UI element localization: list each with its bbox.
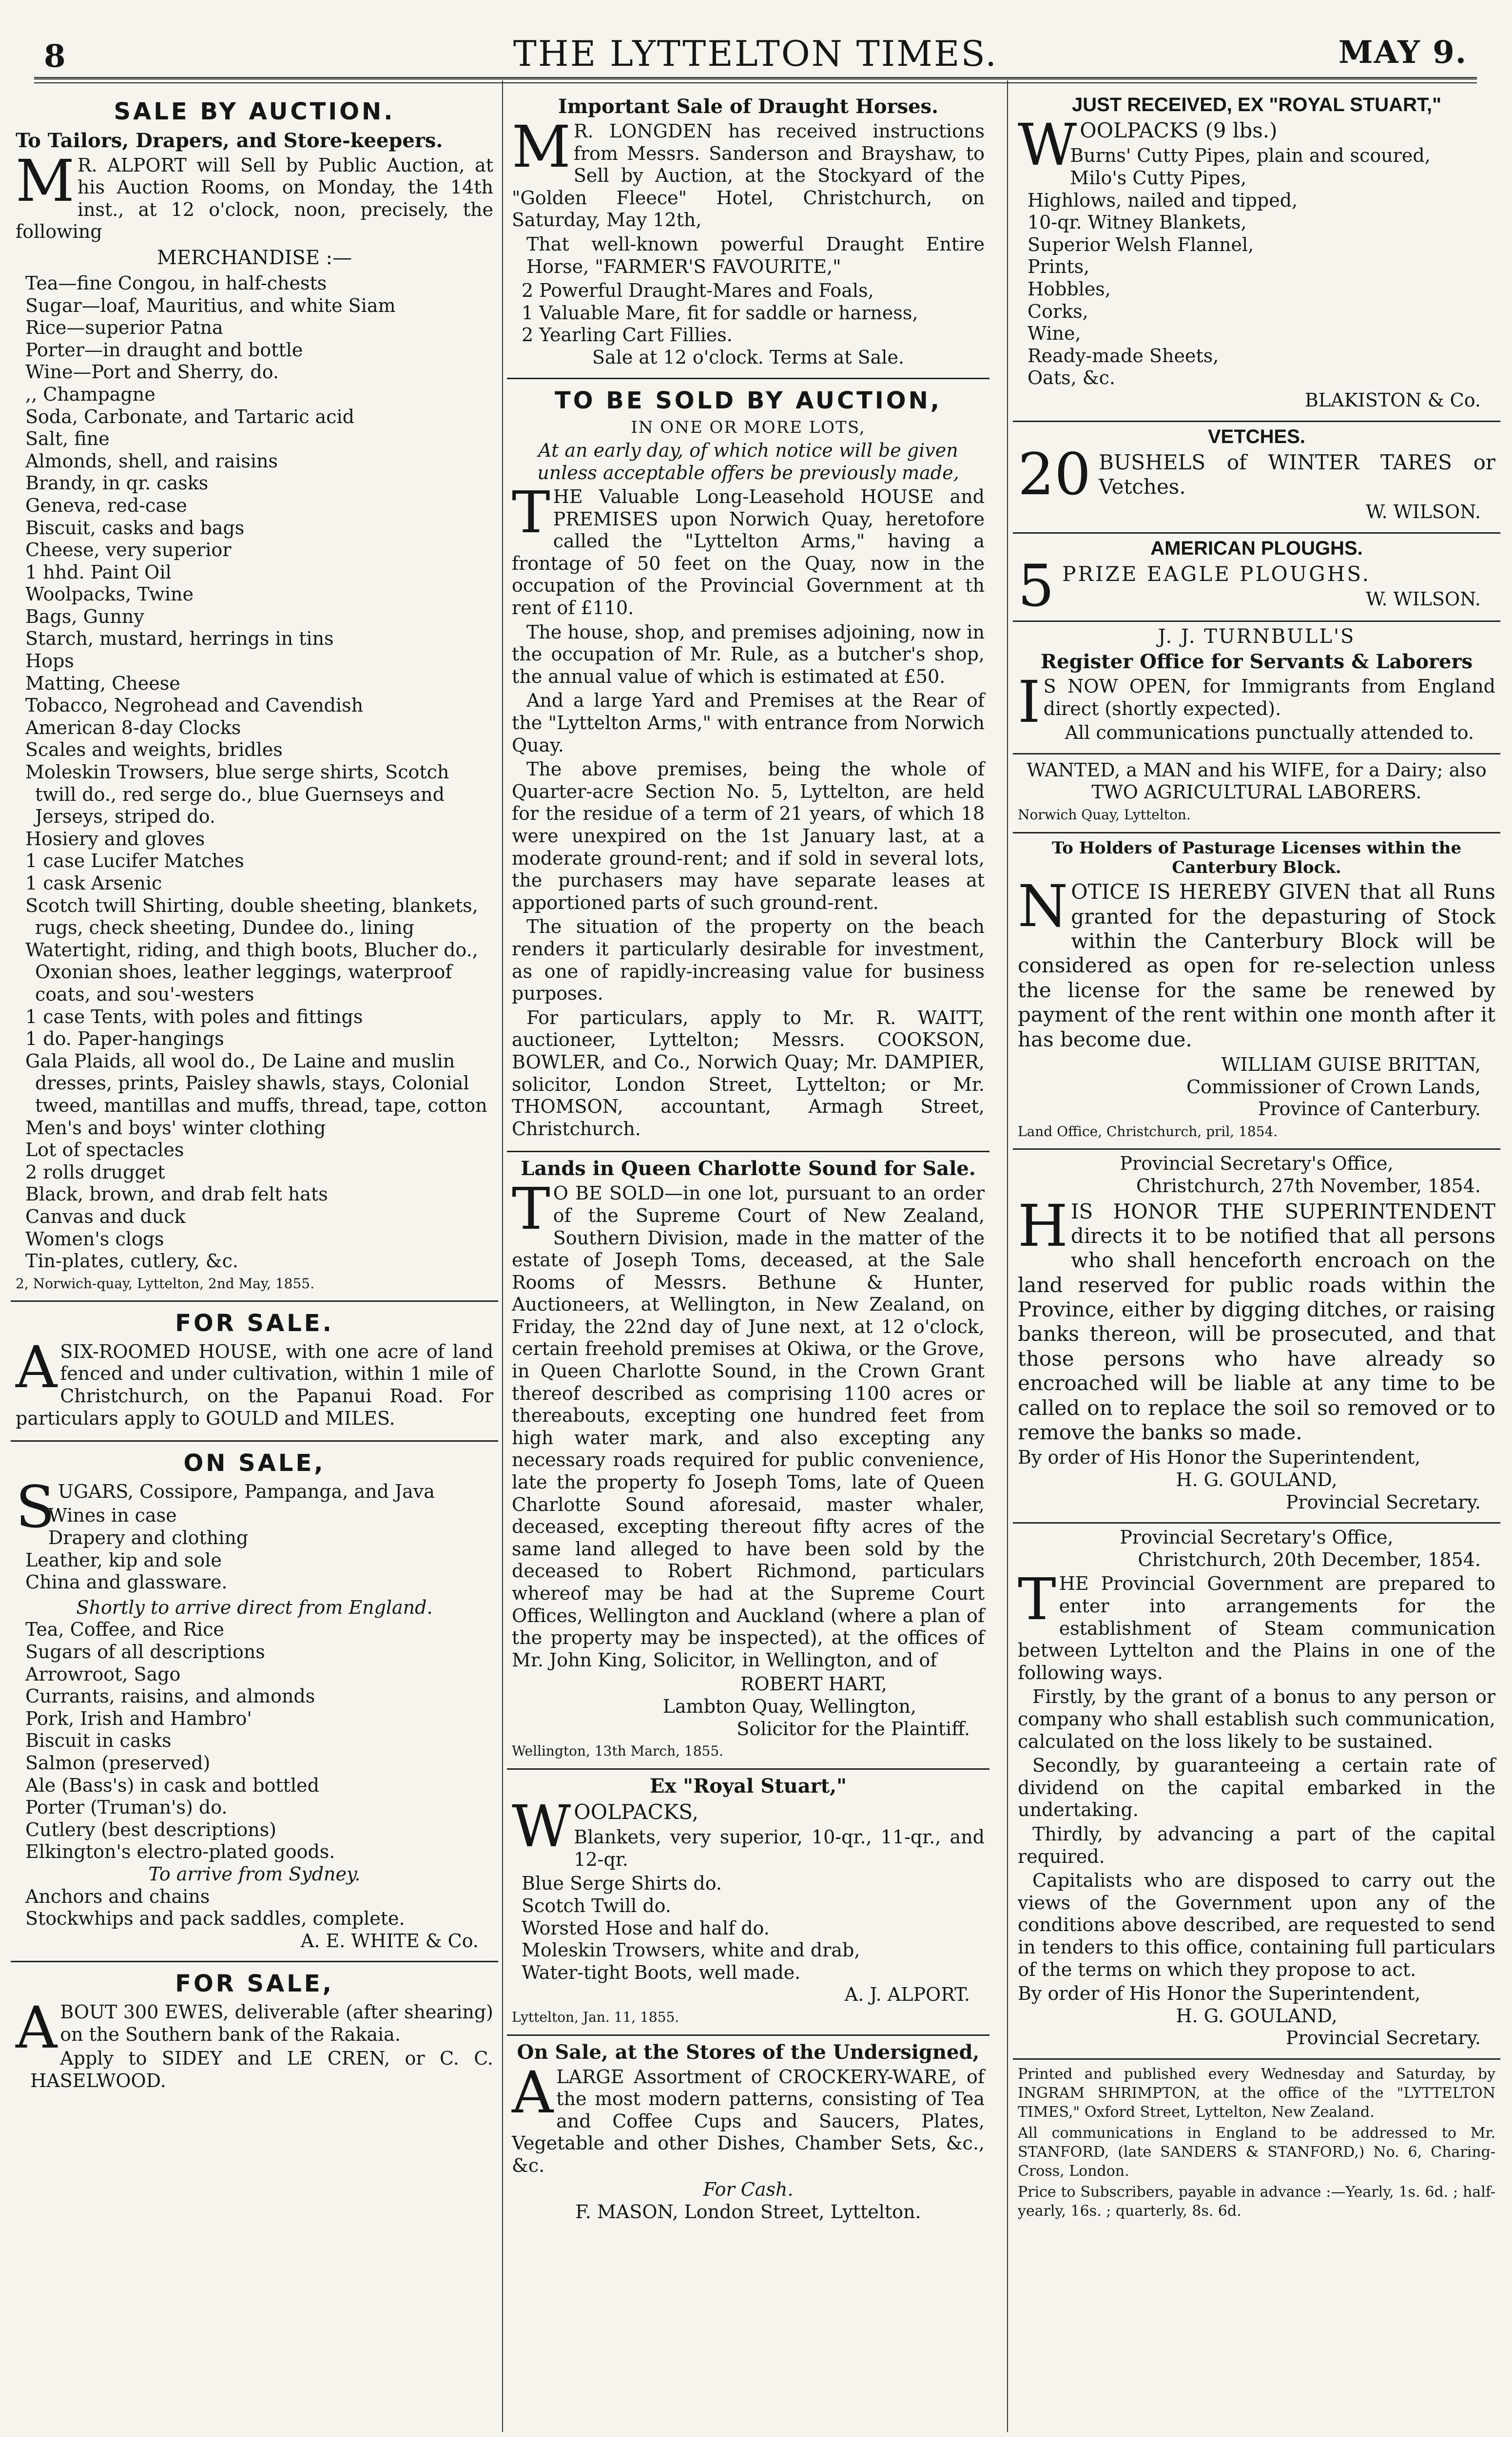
list-item: Porter—in draught and bottle (25, 339, 303, 361)
list-item: Oats, &c. (1027, 367, 1115, 389)
list-item: Water-tight Boots, well made. (522, 1961, 801, 1983)
list-item: Tobacco, Negrohead and Cavendish (25, 695, 364, 716)
ad-signature: A. J. ALPORT. (844, 1984, 970, 2006)
ad-lyttelton-arms (507, 378, 989, 1151)
list-item: Geneva, red-case (25, 494, 187, 516)
ad-order: By order of His Honor the Superintendent, (1018, 1447, 1421, 1469)
ad-signature: W. WILSON. (1366, 588, 1481, 610)
subheading-england: Shortly to arrive direct from England. (76, 1596, 433, 1618)
ad-draught-horses (507, 90, 989, 378)
list-item: 1 case Lucifer Matches (25, 850, 244, 872)
ad-body: PRIZE EAGLE PLOUGHS. (1062, 561, 1371, 586)
list-item: Blue Serge Shirts do. (522, 1873, 722, 1895)
list-item: Porter (Truman's) do. (25, 1797, 228, 1818)
imprint (1013, 2058, 1500, 2231)
ad-paragraph: Thirdly, by advancing a part of the capital required. (1018, 1823, 1495, 1867)
column-middle (507, 90, 989, 2232)
royal-stuart-list (512, 1873, 985, 1984)
list-item: Salmon (preserved) (25, 1752, 211, 1774)
ad-paragraph: Firstly, by the grant of a bonus to any person or company who shall establish such communication, calculated on the loss likely to be sustained. (1018, 1686, 1495, 1752)
list-item: Hops (25, 650, 74, 672)
list-item: Biscuit in casks (25, 1730, 172, 1752)
ad-for-sale-ewes (11, 1961, 498, 2103)
ad-signature: Provincial Secretary. (1285, 2027, 1481, 2049)
ad-lead: That well-known powerful Draught Entire Horse, "FARMER'S FAVOURITE," (526, 233, 985, 277)
ad-paragraph: THE Provincial Government are prepared to enter into arrangements for the establishment of Steam communication between Lyttelton and the Plains in one of the following ways. (1018, 1566, 1495, 1683)
ad-terms: For Cash. (703, 2179, 794, 2201)
list-item: China and glassware. (25, 1571, 228, 1593)
ad-for-sale-house (11, 1300, 498, 1440)
ad-paragraph: The above premises, being the whole of Quarter-acre Section No. 5, Lyttelton, are held for the residue of a term of 21 years, of which 18 were unexpired on the 1st January last, at a moderate ground-rent; and if sold in several lots, the purchasers may have separate leases at apportioned parts of such ground-rent. (512, 758, 985, 913)
list-item: Starch, mustard, herrings in tins (25, 628, 334, 650)
ad-signature: F. MASON, London Street, Lyttelton. (575, 2201, 921, 2223)
ad-body: ALARGE Assortment of CROCKERY-WARE, of the most modern patterns, consisting of Tea and Coffee Cups and Saucers, Plates, Vegetable and other Dishes, Chamber Sets, &c., &c. (512, 2058, 985, 2176)
list-item: Ready-made Sheets, (1027, 345, 1219, 367)
list-item: Leather, kip and sole (25, 1549, 222, 1571)
list-item: Worsted Hose and half do. (522, 1917, 770, 1939)
ad-quantity: 20 (1018, 448, 1091, 508)
ad-heading: Important Sale of Draught Horses. (558, 95, 938, 118)
list-item: Prints, (1027, 256, 1090, 278)
ad-auction-tailors (11, 90, 498, 1300)
ad-office: Provincial Secretary's Office, (1120, 1527, 1394, 1548)
list-item: Rice—superior Patna (25, 317, 223, 339)
ad-date: Christchurch, 20th December, 1854. (1138, 1548, 1481, 1570)
ad-heading: FOR SALE. (175, 1310, 334, 1337)
list-item: Scotch Twill do. (522, 1895, 671, 1916)
ad-on-sale (11, 1440, 498, 1961)
ad-signature: W. WILSON. (1366, 501, 1481, 523)
list-item: Salt, fine (25, 428, 110, 450)
list-item: American 8-day Clocks (25, 716, 241, 738)
ad-body: ASIX-ROOMED HOUSE, with one acre of land fenced and under cultivation, within 1 mile of Christchurch, on the Papanui Road. For particulars apply to GOULD and MILES. (16, 1333, 493, 1429)
list-item: Burns' Cutty Pipes, plain and scoured, (1070, 145, 1431, 167)
list-item: Men's and boys' winter clothing (25, 1117, 326, 1139)
ad-date: 2, Norwich-quay, Lyttelton, 2nd May, 1855. (16, 1275, 314, 1292)
list-item: Moleskin Trowsers, blue serge shirts, Scotch twill do., red serge do., blue Guernseys and Jerseys, striped do. (25, 761, 449, 828)
ad-order: By order of His Honor the Superintendent, (1018, 1983, 1421, 2005)
list-item: Currants, raisins, and almonds (25, 1685, 315, 1707)
list-item: Lot of spectacles (25, 1139, 184, 1161)
list-item: Drapery and clothing (48, 1527, 249, 1549)
onsale-list (16, 1505, 493, 1593)
list-item: Biscuit, casks and bags (25, 517, 245, 539)
ad-wanted (1013, 753, 1500, 832)
ad-body: MR. LONGDEN has received instructions from Messrs. Sanderson and Brayshaw, to Sell by Auction, at the Stockyard of the "Golden Fleece" Hotel, Christchurch, on Saturday, May 12th, (512, 113, 985, 231)
ad-heading: AMERICAN PLOUGHS. (1150, 537, 1363, 559)
ad-quantity: 5 (1018, 560, 1055, 612)
ad-signature: H. G. GOULAND, (1176, 2005, 1338, 2027)
ad-subheading: IN ONE OR MORE LOTS, (631, 418, 866, 438)
ad-pasturage (1013, 832, 1500, 1149)
list-item: Arrowroot, Sago (25, 1663, 181, 1685)
list-item: Brandy, in qr. casks (25, 472, 209, 494)
ad-signature: ROBERT HART, (740, 1673, 887, 1695)
list-item: Woolpacks, Twine (25, 583, 194, 605)
list-item: Women's clogs (25, 1228, 164, 1250)
masthead-rule (34, 77, 1477, 83)
ad-heading: VETCHES. (1207, 426, 1306, 447)
ad-heading: FOR SALE, (175, 1970, 334, 1998)
ad-signature: Commissioner of Crown Lands, (1186, 1076, 1481, 1098)
ad-terms: Sale at 12 o'clock. Terms at Sale. (592, 346, 905, 368)
list-item: 1 hhd. Paint Oil (25, 561, 172, 583)
ad-signature: Province of Canterbury. (1258, 1098, 1481, 1120)
list-item: 1 do. Paper-hangings (25, 1028, 224, 1050)
ad-body: BUSHELS of WINTER TARES or Vetches. (1099, 450, 1495, 499)
list-item: Ale (Bass's) in cask and bottled (25, 1774, 319, 1796)
ad-vetches (1013, 421, 1500, 532)
list-item: Canvas and duck (25, 1205, 186, 1227)
ad-italic: At an early day, of which notice will be given unless acceptable offers be previously made, (537, 439, 959, 484)
ad-lead: WOOLPACKS (9 lbs.) (1018, 111, 1278, 178)
list-item: Cheese, very superior (25, 539, 232, 561)
list-item: ,, Champagne (25, 383, 155, 405)
list-item: Wine, (1027, 323, 1081, 345)
list-item: Moleskin Trowsers, white and drab, (522, 1939, 860, 1961)
list-item: 2 rolls drugget (25, 1161, 165, 1183)
ad-crockery (507, 2034, 989, 2232)
list-item: Sugars of all descriptions (25, 1641, 265, 1663)
list-item: Milo's Cutty Pipes, (1070, 167, 1247, 189)
ad-body: IS NOW OPEN, for Immigrants from England direct (shortly expected). (1018, 668, 1495, 736)
ad-signature: H. G. GOULAND, (1176, 1469, 1338, 1491)
ad-signature: Solicitor for the Plaintiff. (737, 1718, 970, 1740)
list-item: Elkington's electro-plated goods. (25, 1841, 335, 1863)
horses-list (512, 280, 985, 347)
ad-paragraph: Secondly, by guaranteeing a certain rate of dividend on the capital embarked in the undertaking. (1018, 1755, 1495, 1821)
ad-signature: A. E. WHITE & Co. (300, 1930, 479, 1952)
ad-heading: Register Office for Servants & Laborers (1040, 650, 1473, 674)
ad-royal-stuart-alport (507, 1768, 989, 2034)
ad-body: TO BE SOLD—in one lot, pursuant to an order of the Supreme Court of New Zealand, Southern Division, made in the matter of the estate of Joseph Toms, deceased, at the Sale Rooms of Messrs. Bethune & Hunter, Auctioneers, at Wellington, in New Zealand, on Friday, the 22nd day of June next, at 12 o'clock, certain freehold premises at Okiwa, or the Grove, in Queen Charlotte Sound, in the Crown Grant thereof described as comprising 1100 acres or thereabouts, excepting one hundred feet from high water mark, and also excepting any necessary roads required for public convenience, late the property fo Joseph Toms, late of Queen Charlotte Sound aforesaid, master whaler, deceased, excepting thereout fifty acres of the same land alleged to have been sold by the deceased to Robert Richmond, particulars whereof may be had at the Supreme Court Offices, Wellington and Auckland (where a plan of the property may be inspected), at the offices of Mr. John King, Solicitor, in Wellington, and of (512, 1175, 985, 1671)
list-item: Cutlery (best descriptions) (25, 1818, 277, 1840)
imprint-line: Price to Subscribers, payable in advance :—Yearly, 1s. 6d. ; half-yearly, 16s. ; quarterly, 8s. 6d. (1018, 2183, 1495, 2220)
list-item: 1 Valuable Mare, fit for saddle or harness, (522, 302, 918, 324)
ad-paragraph: THE Valuable Long-Leasehold HOUSE and PREMISES upon Norwich Quay, heretofore called the "Lyttelton Arms," having a frontage of 50 feet on the Quay, now in the occupation of the Provincial Government at th rent of £110. (512, 479, 985, 619)
list-item: 1 cask Arsenic (25, 872, 162, 894)
list-item: Almonds, shell, and raisins (25, 450, 278, 472)
ad-paragraph: For particulars, apply to Mr. R. WAITT, auctioneer, Lyttelton; Messrs. COOKSON, BOWLER, and Co., Norwich Quay; Mr. DAMPIER, solicitor, London Street, Lyttelton; or Mr. THOMSON, accountant, Armagh Street, Christchurch. (512, 1006, 985, 1140)
column-divider (1007, 80, 1008, 2432)
england-list (16, 1619, 493, 1863)
ad-body: NOTICE IS HEREBY GIVEN that all Runs granted for the depasturing of Stock within the Canterbury Block will be considered as open for re-selection unless the license for the same be renewed by payment of the rent within one month after it has become due. (1018, 872, 1495, 1051)
newspaper-title: THE LYTTELTON TIMES. (513, 33, 998, 74)
page-number: 8 (44, 38, 66, 75)
column-left (11, 90, 498, 2103)
list-item: Bags, Gunny (25, 605, 144, 627)
list-item: Matting, Cheese (25, 672, 180, 694)
merchandise-list (16, 272, 493, 1273)
list-item: 2 Yearling Cart Fillies. (522, 324, 733, 346)
ad-steam-communication (1013, 1522, 1500, 2058)
ad-body: MR. ALPORT will Sell by Public Auction, at his Auction Rooms, on Monday, the 14th inst., at 12 o'clock, noon, precisely, the following (16, 147, 493, 243)
ad-queen-charlotte-sound (507, 1151, 989, 1768)
ad-signature: BLAKISTON & Co. (1304, 389, 1481, 411)
list-item: Sugar—loaf, Mauritius, and white Siam (25, 294, 396, 316)
list-item: Corks, (1027, 300, 1088, 322)
issue-date: MAY 9. (1338, 34, 1467, 71)
list-item: Black, brown, and drab felt hats (25, 1183, 328, 1205)
imprint-line: All communications in England to be addressed to Mr. STANFORD, (late SANDERS & STANFORD,) No. 6, Charing-Cross, London. (1018, 2124, 1495, 2180)
ad-heading: ON SALE, (183, 1450, 326, 1477)
ad-lead: WOOLPACKS, (512, 1792, 698, 1860)
ad-heading: Lands in Queen Charlotte Sound for Sale. (521, 1157, 976, 1180)
ad-lead-2: Blankets, very superior, 10-qr., 11-qr., and 12-qr. (574, 1826, 985, 1870)
sydney-list (16, 1886, 493, 1930)
ad-heading: On Sale, at the Stores of the Undersigned, (517, 2040, 980, 2064)
ad-body: ABOUT 300 EWES, deliverable (after shearing) on the Southern bank of the Rakaia. (16, 1993, 493, 2061)
ad-date: Christchurch, 27th November, 1854. (1136, 1175, 1481, 1197)
list-item: 2 Powerful Draught-Mares and Foals, (522, 280, 874, 302)
ad-signature: Provincial Secretary. (1285, 1491, 1481, 1513)
list-item: Scotch twill Shirting, double sheeting, blankets, rugs, check sheeting, Dundee do., lining (25, 894, 478, 939)
ad-just-received (1013, 90, 1500, 421)
ad-paragraph: The house, shop, and premises adjoining, now in the occupation of Mr. Rule, as a butcher's shop, the annual value of which is estimated at £50. (512, 621, 985, 687)
just-received-list (1018, 145, 1495, 389)
ad-date: Wellington, 13th March, 1855. (512, 1743, 724, 1760)
column-divider (502, 80, 503, 2432)
ad-american-ploughs (1013, 532, 1500, 620)
ad-date: Lyttelton, Jan. 11, 1855. (512, 2009, 679, 2025)
ad-paragraph: The situation of the property on the beach renders it particularly desirable for investment, as one of rapidly-increasing value for business purposes. (512, 916, 985, 1005)
ad-signature: WILLIAM GUISE BRITTAN, (1221, 1053, 1481, 1075)
merchandise-heading: MERCHANDISE :— (156, 246, 352, 269)
list-item: Stockwhips and pack saddles, complete. (25, 1908, 405, 1930)
ad-signature: Lambton Quay, Wellington, (662, 1695, 916, 1717)
list-item: Pork, Irish and Hambro' (25, 1707, 252, 1729)
ad-road-encroachment (1013, 1148, 1500, 1522)
column-right (1013, 90, 1500, 2231)
ad-paragraph: And a large Yard and Premises at the Rear of the "Lyttelton Arms," with entrance from Norwich Quay. (512, 690, 985, 756)
ad-heading: Ex "Royal Stuart," (650, 1774, 847, 1798)
ad-heading: To Holders of Pasturage Licenses within the Canterbury Block. (1051, 838, 1462, 878)
ad-address: Norwich Quay, Lyttelton. (1018, 807, 1191, 823)
list-item: Watertight, riding, and thigh boots, Blucher do., Oxonian shoes, leather leggings, waterproof coats, and sou'-westers (25, 939, 478, 1005)
ad-date: Land Office, Christchurch, pril, 1854. (1018, 1123, 1278, 1140)
ad-office: Provincial Secretary's Office, (1120, 1153, 1394, 1175)
list-item: Wine—Port and Sherry, do. (25, 361, 279, 383)
ad-paragraph: Capitalists who are disposed to carry out the views of the Government upon any of the conditions above described, are requested to send in tenders to this office, containing full particulars of the terms on which they propose to act. (1018, 1870, 1495, 1980)
ad-body: WANTED, a MAN and his WIFE, for a Dairy; also TWO AGRICULTURAL LABORERS. (1027, 759, 1487, 803)
ad-name: J. J. TURNBULL'S (1158, 625, 1356, 648)
list-item: Tea, Coffee, and Rice (25, 1619, 224, 1641)
list-item: Anchors and chains (25, 1885, 210, 1907)
list-item: Scales and weights, bridles (25, 739, 283, 761)
ad-heading: SALE BY AUCTION. (114, 98, 395, 125)
subheading-sydney: To arrive from Sydney. (148, 1863, 361, 1885)
list-item: Hosiery and gloves (25, 828, 205, 850)
imprint-line: Printed and published every Wednesday and Saturday, by INGRAM SHRIMPTON, at the office of the "LYTTELTON TIMES," Oxford Street, Lyttelton, New Zealand. (1018, 2065, 1495, 2121)
list-item: Gala Plaids, all wool do., De Laine and muslin dresses, prints, Paisley shawls, stays, Colonial tweed, mantillas and muffs, thread, tape, cotton (25, 1050, 487, 1116)
list-item: Superior Welsh Flannel, (1027, 233, 1254, 255)
list-item: Wines in case (48, 1505, 177, 1527)
list-item: Highlows, nailed and tipped, (1027, 189, 1298, 211)
ad-body: SUGARS, Cossipore, Pampanga, and Java (16, 1473, 435, 1541)
list-item: Hobbles, (1027, 278, 1111, 300)
ad-body: HIS HONOR THE SUPERINTENDENT directs it to be notified that all persons who shall henceforth encroach on the land reserved for public roads within the Province, either by digging ditches, or raising banks thereon, will be prosecuted, and that those persons who have already so encroached will be liable at any time to be called on to replace the soil so removed or to remove the banks so made. (1018, 1192, 1495, 1445)
ad-note: All communications punctually attended to. (1065, 722, 1474, 744)
ad-apply: Apply to SIDEY and LE CREN, or C. C. HASELWOOD. (30, 2048, 493, 2091)
list-item: 10-qr. Witney Blankets, (1027, 212, 1247, 233)
ad-heading: JUST RECEIVED, EX "ROYAL STUART," (1071, 94, 1442, 116)
list-item: Tin-plates, cutlery, &c. (25, 1250, 238, 1272)
list-item: Tea—fine Congou, in half-chests (25, 272, 327, 294)
ad-subheading: To Tailors, Drapers, and Store-keepers. (16, 129, 443, 152)
ad-register-office (1013, 620, 1500, 753)
list-item: 1 case Tents, with poles and fittings (25, 1006, 363, 1027)
list-item: Soda, Carbonate, and Tartaric acid (25, 406, 354, 427)
ad-heading: TO BE SOLD BY AUCTION, (555, 387, 942, 414)
